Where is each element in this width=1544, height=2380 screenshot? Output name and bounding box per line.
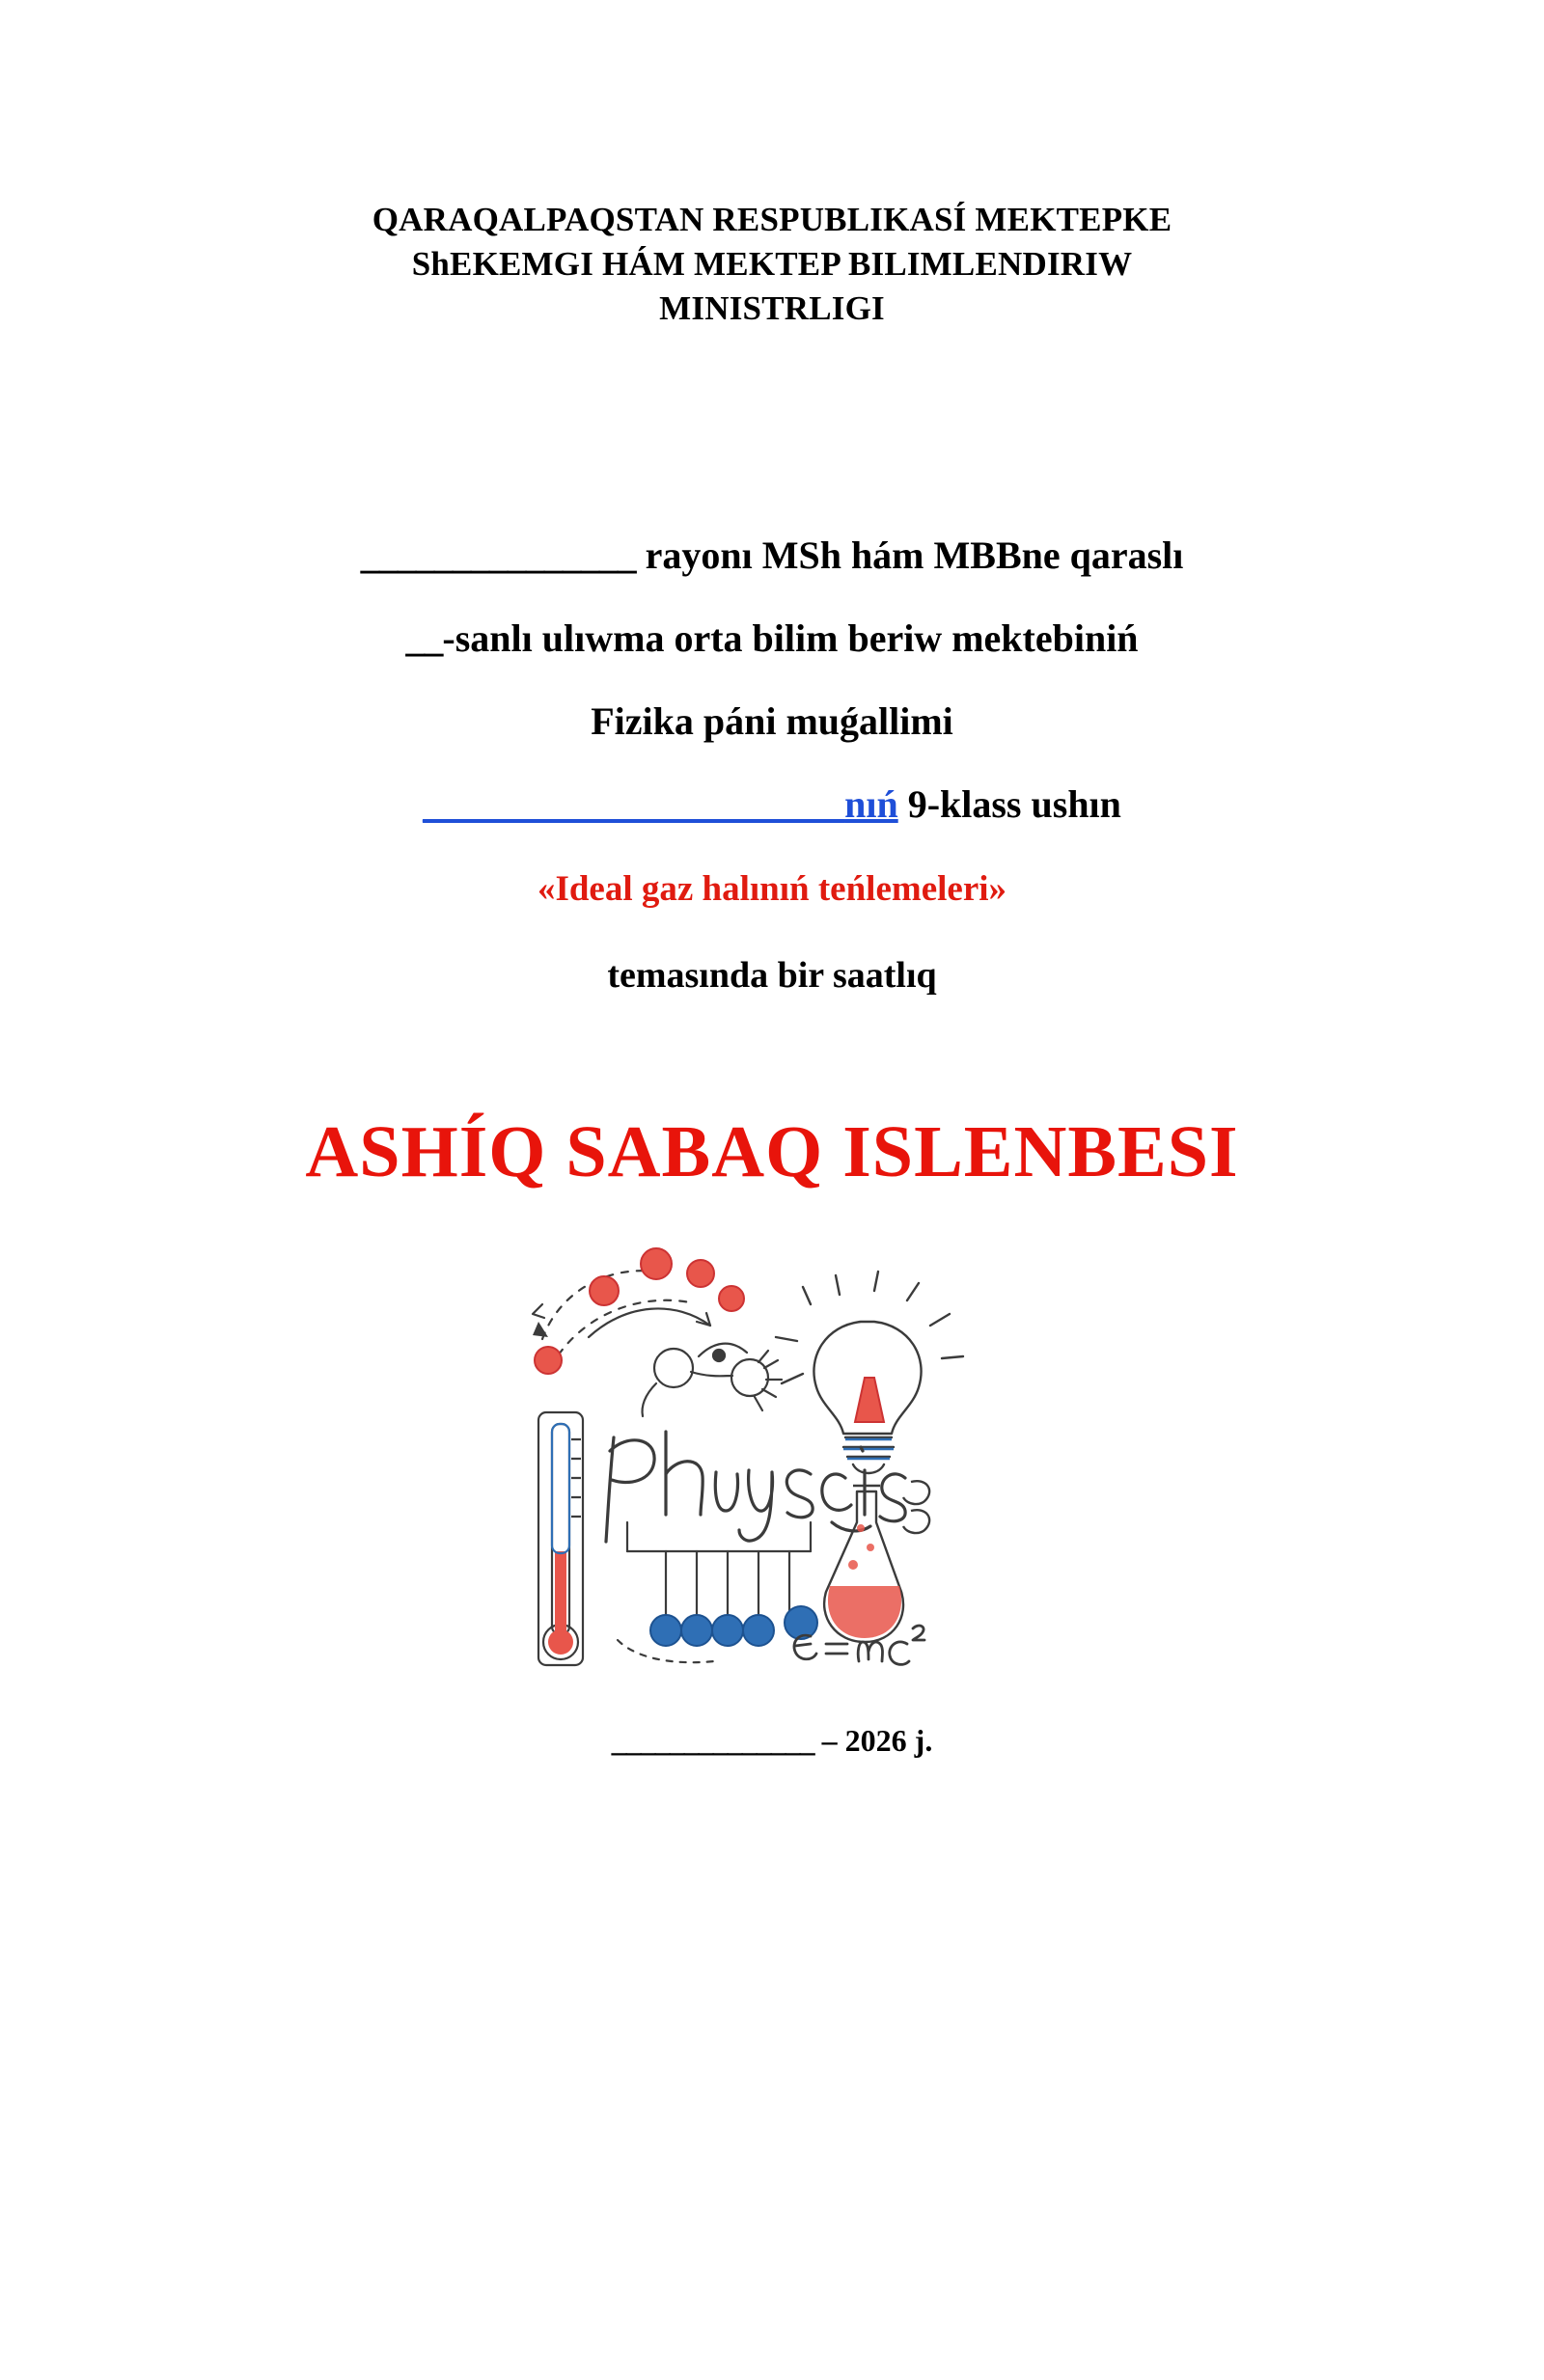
teacher-name-line <box>145 781 1399 826</box>
teacher-name-blank: _______________________ <box>423 781 845 826</box>
district-line <box>145 533 1399 577</box>
lesson-topic: «Ideal gaz halınıń teńlemeleri» <box>537 868 1007 909</box>
district-blank: _______________ <box>360 533 636 577</box>
school-number-blank: __ <box>405 616 443 660</box>
ministry-line-1: QARAQALPAQSTAN RESPUBLIKASÍ MEKTEPKE <box>372 201 1172 238</box>
subject-teacher-line: Fizika páni muǵallimi <box>591 698 953 743</box>
district-label: rayonı MSh hám MBBne qaraslı <box>635 533 1184 577</box>
lesson-duration: temasında bir saatlıq <box>607 954 937 996</box>
page-title: ASHÍQ SABAQ ISLENBESI <box>305 1110 1239 1192</box>
school-info-block <box>145 533 1399 997</box>
ministry-line-2: ShEKEMGI HÁM MEKTEP BILIMLENDIRIW <box>411 245 1133 284</box>
school-label: -sanlı ulıwma orta bilim beriw mektebiniń <box>442 616 1139 660</box>
ministry-header <box>145 198 1399 332</box>
school-number-line <box>145 616 1399 660</box>
teacher-name-suffix: nıń <box>844 781 898 826</box>
footer-place-blank: ______________ <box>611 1722 814 1758</box>
physics-doodle-icon <box>145 1233 1399 1677</box>
footer-place-year <box>145 1723 1399 1759</box>
ministry-line-3: MINISTRLIGI <box>659 289 885 328</box>
document-page <box>0 198 1544 2380</box>
class-label: 9-klass ushın <box>897 781 1121 826</box>
footer-year: – 2026 j. <box>813 1722 933 1758</box>
